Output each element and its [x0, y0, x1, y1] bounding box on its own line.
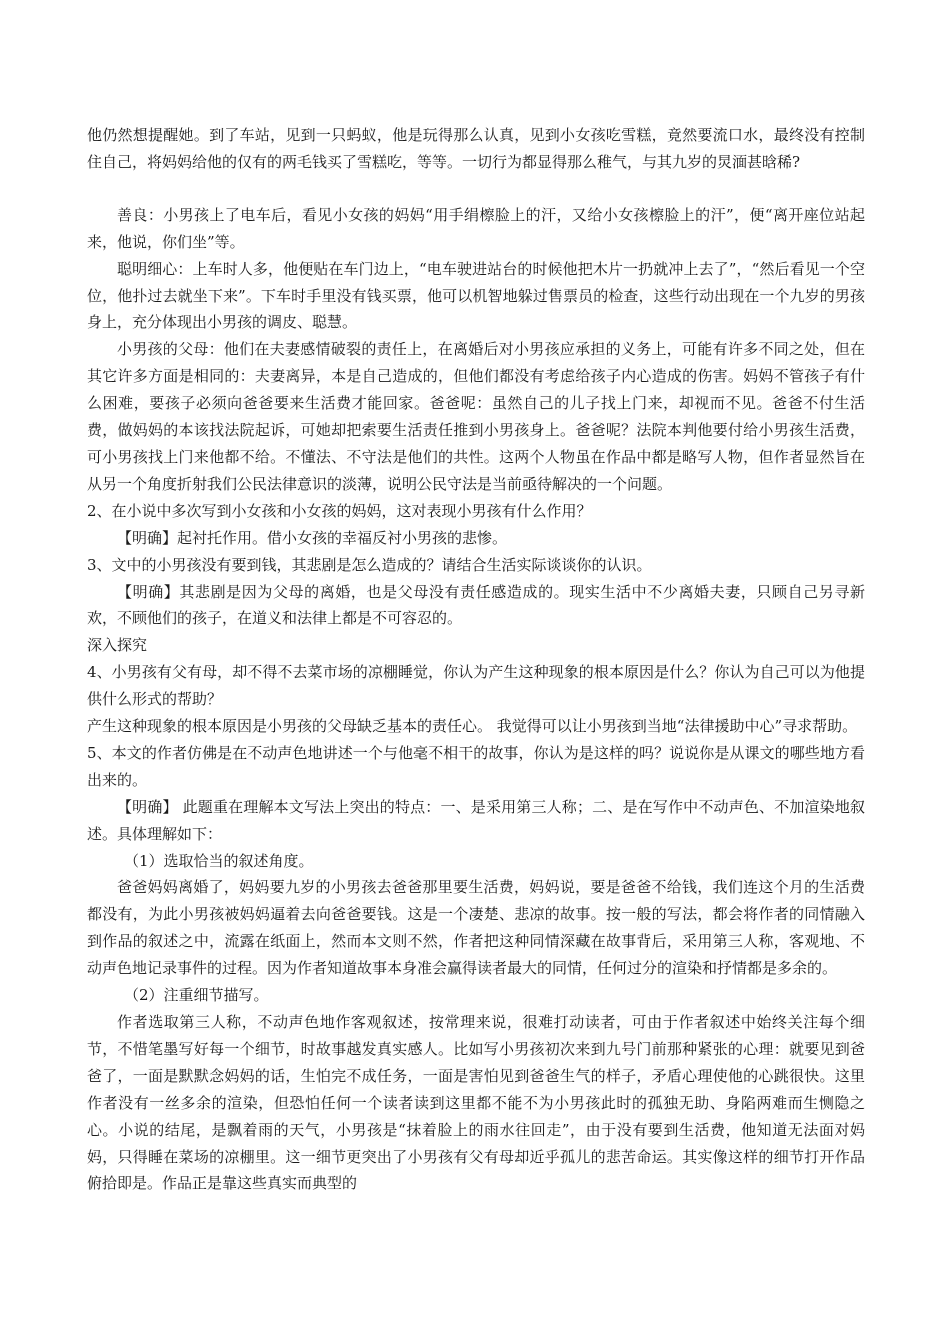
subheading-1: （1）选取恰当的叙述角度。 [124, 851, 314, 870]
answer-3: 【明确】其悲剧是因为父母的离婚，也是父母没有责任感造成的。现实生活中不少离婚夫妻，只顾自己另寻新欢，不顾他们的孩子，在道义和法律上都是不可容忍的。 [87, 582, 865, 628]
paragraph-clever: 聪明细心：上车时人多，他便贴在车门边上，“电车驶进站台的时候他把木片一扔就冲上去了”，“然后看见一个空位，他扑过去就坐下来”。下车时手里没有钱买票，他可以机智地躲过售票员的检查，这些行动出现在一个九岁的男孩身上，充分体现出小男孩的调皮、聪慧。 [87, 259, 865, 332]
subheading-2: （2）注重细节描写。 [124, 986, 269, 1005]
answer-2: 【明确】起衬托作用。借小女孩的幸福反衬小男孩的悲惨。 [117, 528, 508, 547]
question-2: 2、在小说中多次写到小女孩和小女孩的妈妈，这对表现小男孩有什么作用？ [87, 501, 592, 520]
question-4: 4、小男孩有父有母，却不得不去菜市场的凉棚睡觉，你认为产生这种现象的根本原因是什么？你认为自己可以为他提供什么形式的帮助？ [87, 663, 865, 709]
paragraph-childish: 他仍然想提醒她。到了车站，见到一只蚂蚁，他是玩得那么认真，见到小女孩吃雪糕，竟然要流口水，最终没有控制住自己，将妈妈给他的仅有的两毛钱买了雪糕吃，等等。一切行为都显得那么稚气，与其九岁的炅湎甚晗稀? [87, 126, 865, 171]
question-5: 5、本文的作者仿佛是在不动声色地讲述一个与他毫不相干的故事，你认为是这样的吗？说说你是从课文的哪些地方看出来的。 [87, 743, 865, 789]
paragraph-parents: 小男孩的父母：他们在夫妻感情破裂的责任上，在离婚后对小男孩应承担的义务上，可能有许多不同之处，但在其它许多方面是相同的：夫妻离异，本是自己造成的，但他们都没有考虑给孩子内心造成的伤害。妈妈不管孩子有什么困难，要孩子必须向爸爸要来生活费才能回家。爸爸呢：虽然自己的儿子找上门来，却视而不见。爸爸不付生活费，做妈妈的本该找法院起诉，可她却把索要生活责任推到小男孩身上。爸爸呢？法院本判他要付给小男孩生活费，可小男孩找上门来他都不给。不懂法、不守法是他们的共性。这两个人物虽在作品中都是略写人物，但作者显然旨在从另一个角度折射我们公民法律意识的淡薄，说明公民守法是当前亟待解决的一个问题。 [87, 340, 865, 493]
answer-4: 产生这种现象的根本原因是小男孩的父母缺乏基本的责任心。 我觉得可以让小男孩到当地“法律援助中心”寻求帮助。 [87, 717, 858, 736]
section-heading: 深入探究 [87, 636, 148, 655]
question-3: 3、文中的小男孩没有要到钱，其悲剧是怎么造成的？请结合生活实际谈谈你的认识。 [87, 555, 652, 574]
paragraph-narrative-angle: 爸爸妈妈离婚了，妈妈要九岁的小男孩去爸爸那里要生活费，妈妈说，要是爸爸不给钱，我们连这个月的生活费都没有，为此小男孩被妈妈逼着去向爸爸要钱。这是一个凄楚、悲凉的故事。按一般的写法，都会将作者的同情融入到作品的叙述之中，流露在纸面上，然而本文则不然，作者把这种同情深藏在故事背后，采用第三人称，客观地、不动声色地记录事件的过程。因为作者知道故事本身准会赢得读者最大的同情，任何过分的渲染和抒情都是多余的。 [87, 878, 865, 978]
paragraph-kind: 善良：小男孩上了电车后，看见小女孩的妈妈“用手绢檫脸上的汗，又给小女孩檫脸上的汗”，便“离开座位站起来，他说，你们坐”等。 [87, 205, 865, 251]
paragraph-detail-description: 作者选取第三人称，不动声色地作客观叙述，按常理来说，很难打动读者，可由于作者叙述中始终关注每个细节，不惜笔墨写好每一个细节，时故事越发真实感人。比如写小男孩初次来到九号门前那种紧张的心理：就要见到爸爸了，一面是默默念妈妈的话，生怕完不成任务，一面是害怕见到爸爸生气的样子，矛盾心理使他的心跳很快。这里作者没有一丝多余的渲染，但恐怕任何一个读者读到这里都不能不为小男孩此时的孤独无助、身陷两难而生恻隐之心。小说的结尾，是飘着雨的天气，小男孩是“抹着脸上的雨水往回走”，由于没有要到生活费，他知道无法面对妈妈，只得睡在菜场的凉棚里。这一细节更突出了小男孩有父有母却近乎孤儿的悲苦命运。其实像这样的细节打开作品俯拾即是。作品正是靠这些真实而典型的 [87, 1013, 865, 1193]
document-page [87, 122, 865, 1197]
paragraph-gap [87, 176, 865, 202]
answer-5: 【明确】 此题重在理解本文写法上突出的特点：一、是采用第三人称；二、是在写作中不动声色、不加渲染地叙述。具体理解如下： [87, 797, 865, 843]
